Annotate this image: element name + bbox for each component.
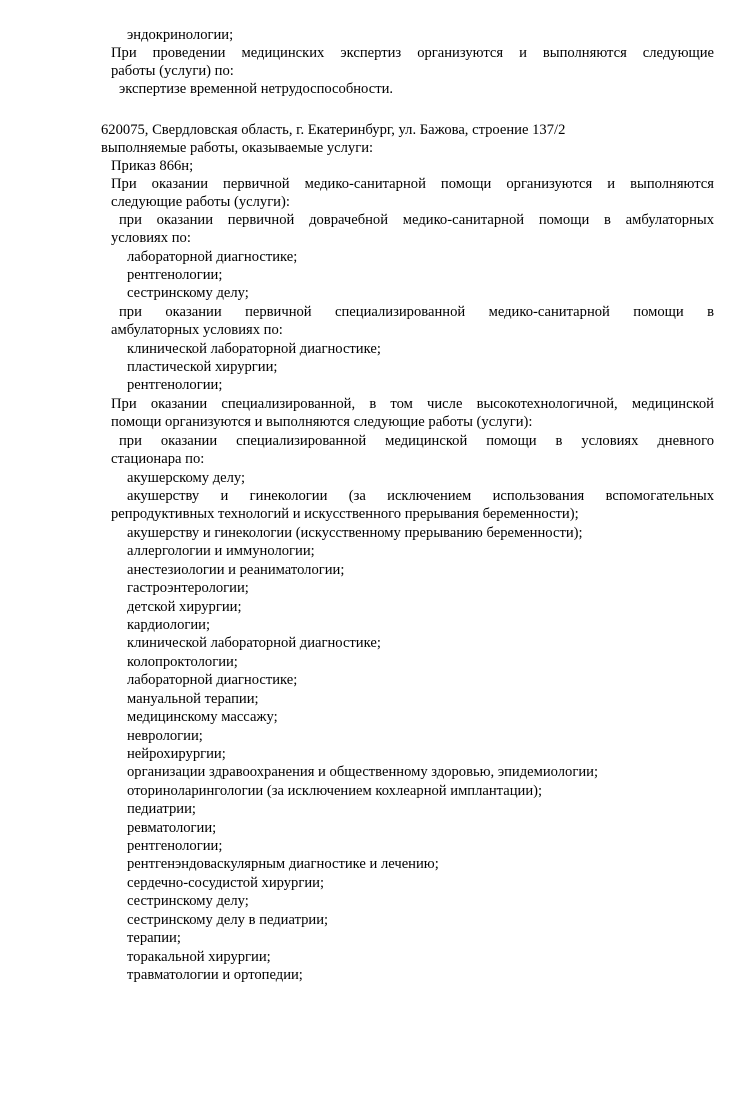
address-line: 620075, Свердловская область, г. Екатеринбург, ул. Бажова, строение 137/2 <box>101 122 566 138</box>
list-item: акушерскому делу; <box>127 470 246 486</box>
list-item: сестринскому делу; <box>127 285 249 301</box>
text-line: При оказании специализированной, в том числе высокотехнологичной, медицинской <box>111 396 714 412</box>
list-item: детской хирургии; <box>127 599 242 615</box>
list-item: оториноларингологии (за исключением кохлеарной имплантации); <box>127 783 543 799</box>
list-item: гастроэнтерологии; <box>127 580 249 596</box>
list-item: аллергологии и иммунологии; <box>127 543 315 559</box>
text-line: Приказ 866н; <box>111 158 194 174</box>
list-item: неврологии; <box>127 728 203 744</box>
list-item: рентгенологии; <box>127 267 223 283</box>
text-line: При оказании первичной медико-санитарной помощи организуются и выполняются <box>111 176 714 192</box>
text-line: экспертизе временной нетрудоспособности. <box>119 81 394 97</box>
text-line: эндокринологии; <box>127 27 234 43</box>
list-item: кардиологии; <box>127 617 211 633</box>
list-item: лабораторной диагностике; <box>127 672 298 688</box>
text-line: работы (услуги) по: <box>111 63 234 79</box>
list-item: терапии; <box>127 930 181 946</box>
text-line: при оказании специализированной медицинской помощи в условиях дневного <box>119 433 714 449</box>
text-line: выполняемые работы, оказываемые услуги: <box>101 140 374 156</box>
list-item: сестринскому делу в педиатрии; <box>127 912 329 928</box>
list-item: травматологии и ортопедии; <box>127 967 303 983</box>
list-item: рентгенологии; <box>127 838 223 854</box>
list-item: сестринскому делу; <box>127 893 249 909</box>
list-item: пластической хирургии; <box>127 359 278 375</box>
list-item: рентгенэндоваскулярным диагностике и лечению; <box>127 856 439 872</box>
list-item: анестезиологии и реаниматологии; <box>127 562 345 578</box>
list-item: ревматологии; <box>127 820 217 836</box>
list-item: торакальной хирургии; <box>127 949 271 965</box>
list-item: медицинскому массажу; <box>127 709 278 725</box>
text-line: условиях по: <box>111 230 191 246</box>
list-item: сердечно-сосудистой хирургии; <box>127 875 325 891</box>
list-item: колопроктологии; <box>127 654 238 670</box>
text-line: При проведении медицинских экспертиз организуются и выполняются следующие <box>111 45 714 61</box>
list-item: рентгенологии; <box>127 377 223 393</box>
list-item: лабораторной диагностике; <box>127 249 298 265</box>
list-item: клинической лабораторной диагностике; <box>127 341 381 357</box>
text-line: амбулаторных условиях по: <box>111 322 283 338</box>
text-line: при оказании первичной доврачебной медико-санитарной помощи в амбулаторных <box>119 212 714 228</box>
list-item: педиатрии; <box>127 801 196 817</box>
list-item: акушерству и гинекологии (искусственному прерыванию беременности); <box>127 525 583 541</box>
list-item: мануальной терапии; <box>127 691 259 707</box>
list-item: организации здравоохранения и общественному здоровью, эпидемиологии; <box>127 764 599 780</box>
text-line: следующие работы (услуги): <box>111 194 290 210</box>
list-item: нейрохирургии; <box>127 746 226 762</box>
text-line: стационара по: <box>111 451 205 467</box>
list-item: репродуктивных технологий и искусственного прерывания беременности); <box>111 506 579 522</box>
text-line: при оказании первичной специализированной медико-санитарной помощи в <box>119 304 714 320</box>
list-item: клинической лабораторной диагностике; <box>127 635 381 651</box>
list-item: акушерству и гинекологии (за исключением использования вспомогательных <box>127 488 714 504</box>
text-line: помощи организуются и выполняются следующие работы (услуги): <box>111 414 533 430</box>
